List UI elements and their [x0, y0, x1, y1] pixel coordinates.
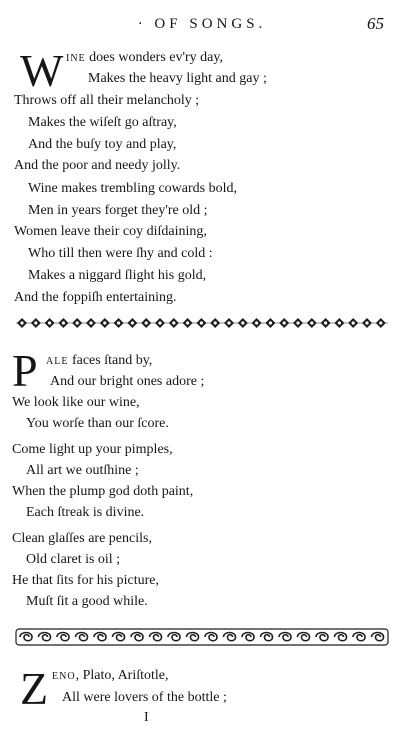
song1-line-8: Men in years forget they're old ;: [28, 203, 208, 218]
song1-line-10: Who till then were ſhy and cold :: [28, 246, 213, 261]
fleuron-center: [310, 321, 313, 324]
song2-line-1: [46, 353, 152, 369]
song2-line-7: When the plump god doth paint,: [12, 484, 194, 499]
fleuron-center: [131, 321, 134, 324]
fleuron-center: [158, 321, 161, 324]
small-caps-word: ine: [66, 50, 86, 65]
scroll-ornament: [316, 633, 328, 641]
song1-line-3: Throws off all their melancholy ;: [14, 93, 200, 108]
fleuron-center: [62, 321, 65, 324]
fleuron-center: [255, 321, 258, 324]
song1-line-5: And the buſy toy and play,: [28, 137, 177, 152]
drop-cap-z: Z: [20, 663, 49, 714]
running-head: · OF SONGS.: [137, 16, 267, 32]
scroll-ornament: [335, 633, 347, 641]
song2-line-6: All art we outſhine ;: [26, 463, 139, 478]
scroll-ornament: [279, 633, 291, 641]
scroll-ornament: [187, 633, 199, 641]
fleuron-center: [352, 321, 355, 324]
song3-line-2: All were lovers of the bottle ;: [62, 690, 227, 705]
catchword: I: [144, 710, 149, 725]
scroll-ornament: [168, 633, 180, 641]
fleuron-center: [89, 321, 92, 324]
song3-line-1: [52, 668, 169, 684]
ornament-divider-2: [14, 628, 390, 646]
song1-line-2: Makes the heavy light and gay ;: [88, 71, 267, 86]
scroll-ornament: [150, 633, 162, 641]
scroll-ornament: [205, 633, 217, 641]
scroll-ornament: [261, 633, 273, 641]
song1-line-1: [66, 50, 223, 66]
scroll-ornament: [131, 633, 143, 641]
fleuron-center: [76, 321, 79, 324]
song2-line-9: Clean glaſſes are pencils,: [12, 531, 152, 546]
song2-line-8: Each ſtreak is divine.: [26, 505, 145, 520]
fleuron-center: [117, 321, 120, 324]
fleuron-center: [200, 321, 203, 324]
fleuron-center: [365, 321, 368, 324]
line-rest: does wonders ev'ry day,: [85, 50, 223, 65]
fleuron-center: [324, 321, 327, 324]
scroll-ornament: [57, 633, 69, 641]
fleuron-center: [227, 321, 230, 324]
song1-line-7: Wine makes trembling cowards bold,: [28, 181, 237, 196]
small-caps-word: eno: [52, 668, 76, 683]
drop-cap-p: P: [12, 345, 38, 396]
scroll-ornament: [20, 633, 32, 641]
scroll-ornament: [76, 633, 88, 641]
fleuron-center: [269, 321, 272, 324]
fleuron-center: [103, 321, 106, 324]
scroll-ornament: [224, 633, 236, 641]
fleuron-center: [48, 321, 51, 324]
song2-line-3: We look like our wine,: [12, 395, 140, 410]
fleuron-center: [186, 321, 189, 324]
song2-line-4: You worſe than our ſcore.: [26, 416, 169, 431]
fleuron-center: [34, 321, 37, 324]
scroll-ornament: [353, 633, 365, 641]
song1-line-11: Makes a niggard ſlight his gold,: [28, 268, 207, 283]
scroll-ornament: [94, 633, 106, 641]
song2-line-11: He that ſits for his picture,: [12, 573, 159, 588]
fleuron-center: [241, 321, 244, 324]
scroll-ornament: [298, 633, 310, 641]
song2-line-5: Come light up your pimples,: [12, 442, 173, 457]
fleuron-center: [214, 321, 217, 324]
drop-cap-w: W: [20, 45, 64, 96]
fleuron-center: [296, 321, 299, 324]
fleuron-center: [172, 321, 175, 324]
fleuron-center: [338, 321, 341, 324]
scroll-ornament: [39, 633, 51, 641]
line-rest: , Plato, Ariſtotle,: [75, 668, 169, 683]
ornament-divider-1: [14, 316, 390, 330]
song1-line-6: And the poor and needy jolly.: [14, 158, 181, 173]
fleuron-center: [379, 321, 382, 324]
small-caps-word: ale: [46, 353, 69, 368]
scroll-ornament: [113, 633, 125, 641]
fleuron-center: [283, 321, 286, 324]
line-rest: faces ſtand by,: [68, 353, 153, 368]
song2-line-10: Old claret is oil ;: [26, 552, 121, 567]
song2-line-12: Muſt ſit a good while.: [26, 594, 148, 609]
song1-line-9: Women leave their coy diſdaining,: [14, 224, 207, 239]
song1-line-4: Makes the wiſeſt go aſtray,: [28, 115, 177, 130]
fleuron-center: [20, 321, 23, 324]
song1-line-12: And the foppiſh entertaining.: [14, 290, 177, 305]
song2-line-2: And our bright ones adore ;: [50, 374, 205, 389]
scroll-ornament: [242, 633, 254, 641]
scroll-ornament: [372, 633, 384, 641]
page-number: 65: [367, 14, 384, 33]
fleuron-center: [145, 321, 148, 324]
